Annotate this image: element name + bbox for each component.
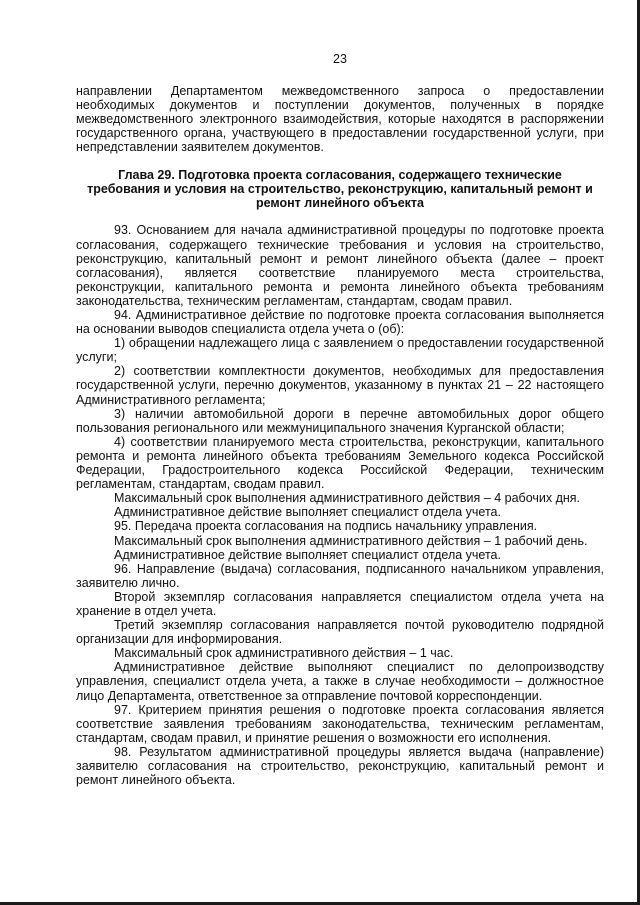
document-page xyxy=(76,52,604,787)
paragraph-95: 95. Передача проекта согласования на подпись начальнику управления. xyxy=(114,519,538,534)
paragraph-max-term-4-days: Максимальный срок выполнения административного действия – 4 рабочих дня. xyxy=(114,491,581,506)
paragraph-94-item-3: 3) наличии автомобильной дороги в перечне автомобильных дорог общего пользования регионального или межмуниципального значения Курганской области; xyxy=(76,406,604,435)
paragraph-performers: Административное действие выполняют специалист по делопроизводству управления, специалист отдела учета, а также в случае необходимости – должностное лицо Департамента, ответственное за отправление почтовой корреспонденции. xyxy=(76,660,604,703)
paragraph-94: 94. Административное действие по подготовке проекта согласования выполняется на основании выводов специалиста отдела учета о (об): xyxy=(76,308,604,337)
paragraph-94-item-1: 1) обращении надлежащего лица с заявлением о предоставлении государственной услуги; xyxy=(76,336,604,365)
paragraph-second-copy: Второй экземпляр согласования направляется специалистом отдела учета на хранение в отдел учета. xyxy=(76,589,604,618)
paragraph-performer-1: Административное действие выполняет специалист отдела учета. xyxy=(114,505,501,520)
paragraph-97: 97. Критерием принятия решения о подготовке проекта согласования является соответствие заявления требованиям законодательства, техническим регламентам, стандартам, сводам правил, и принятие решения о возможности его исполнения. xyxy=(76,702,604,745)
paragraph-performer-2: Административное действие выполняет специалист отдела учета. xyxy=(114,547,501,562)
page-number: 23 xyxy=(333,52,347,66)
paragraph-max-term-1-day: Максимальный срок выполнения административного действия – 1 рабочий день. xyxy=(114,533,588,548)
paragraph-98: 98. Результатом административной процедуры является выдача (направление) заявителю согласования на строительство, реконструкцию, капитальный ремонт и ремонт линейного объекта. xyxy=(76,744,604,788)
paragraph-third-copy: Третий экземпляр согласования направляется почтой руководителю подрядной организации для информирования. xyxy=(76,618,604,647)
paragraph-94-item-4: 4) соответствии планируемого места строительства, реконструкции, капитального ремонта и ремонта линейного объекта требованиям Земельного кодекса Российской Федерации, Градостроительного кодекса Российской Федерации, техническим регламентам, стандартам, сводам правил. xyxy=(76,434,604,492)
paragraph-94-item-2: 2) соответствии комплектности документов, необходимых для предоставления государственной услуги, перечню документов, указанному в пунктах 21 – 22 настоящего Административного регламента; xyxy=(76,364,604,407)
intro-paragraph: направлении Департаментом межведомственного запроса о предоставлении необходимых документов и поступлении документов, полученных в порядке межведомственного электронного взаимодействия, которые находятся в распоряжении государственного органа, участвующего в предоставлении государственной услуги, при непредставлении заявителем документов. xyxy=(76,84,604,155)
paragraph-96: 96. Направление (выдача) согласования, подписанного начальником управления, заявителю лично. xyxy=(76,561,604,590)
paragraph-93: 93. Основанием для начала административной процедуры по подготовке проекта согласования, содержащего технические требования и условия на строительство, реконструкцию, капитальный ремонт и ремонт линейного объекта (далее – проект согласования), является соответствие планируемого места строительства, реконструкции, капитального ремонта и ремонта линейного объекта требованиям законодательства, техническим регламентам, стандартам, сводам правил. xyxy=(76,223,604,308)
chapter-title: Глава 29. Подготовка проекта согласования, содержащего технические требования и условия на строительство, реконструкцию, капитальный ремонт и ремонт линейного объекта xyxy=(87,167,593,211)
paragraph-max-term-1-hour: Максимальный срок административного действия – 1 час. xyxy=(114,646,454,661)
